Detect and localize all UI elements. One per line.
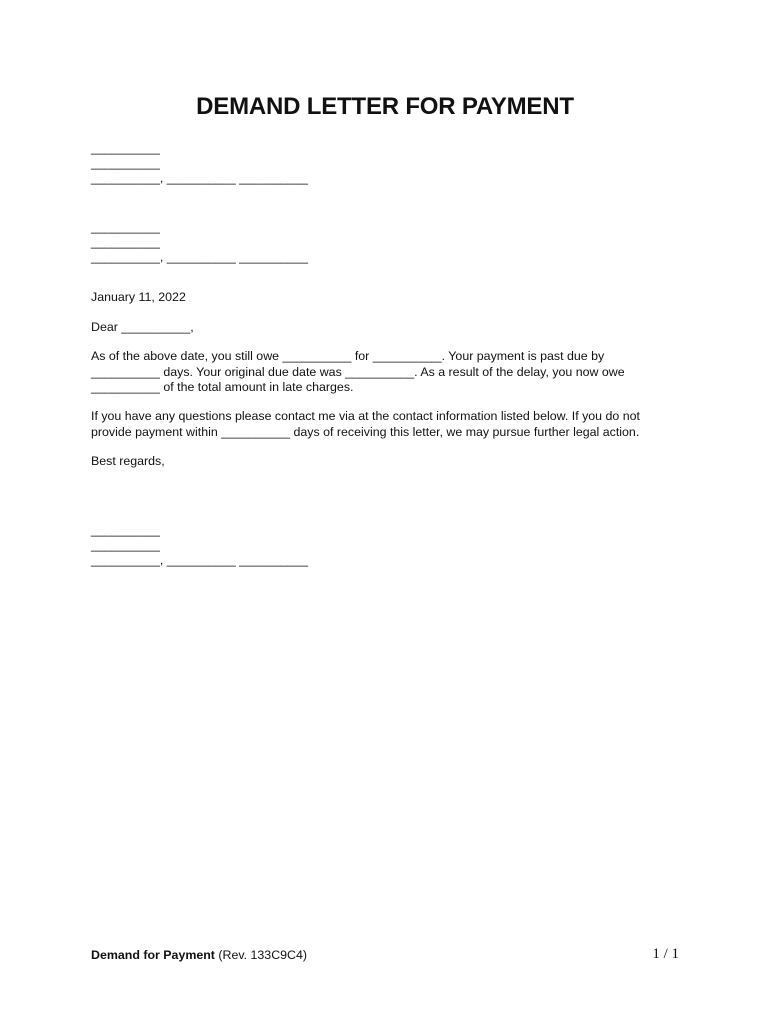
paragraph-payment-due — [91, 349, 691, 396]
paragraph1-line-3: __________ of the total amount in late charges. — [91, 380, 354, 394]
letter-date: January 11, 2022 — [91, 290, 186, 304]
sender-address-block — [91, 141, 308, 187]
sender-line-2: __________ — [91, 156, 160, 171]
sender-line-3: __________, __________ __________ — [91, 171, 309, 186]
footer-page-number: 1 / 1 — [652, 946, 679, 962]
recipient-line-3: __________, __________ __________ — [91, 250, 309, 265]
document-title: DEMAND LETTER FOR PAYMENT — [196, 93, 574, 120]
recipient-line-2: __________ — [91, 235, 160, 250]
footer-revision: (Rev. 133C9C4) — [218, 948, 307, 962]
paragraph2-line-1: If you have any questions please contact me via at the contact information listed below. If you do not — [91, 409, 640, 423]
closing: Best regards, — [91, 454, 165, 468]
footer-document-info — [91, 948, 307, 962]
signature-line-2: __________ — [91, 538, 160, 553]
recipient-line-1: __________ — [91, 220, 160, 234]
signature-line-3: __________, __________ __________ — [91, 553, 309, 568]
paragraph2-line-2: provide payment within __________ days of receiving this letter, we may pursue further legal action. — [91, 424, 640, 439]
paragraph-legal-action — [91, 409, 691, 440]
footer-doc-name: Demand for Payment — [91, 948, 215, 962]
paragraph1-line-2: __________ days. Your original due date was __________. As a result of the delay, you now owe — [91, 364, 625, 379]
paragraph1-line-1: As of the above date, you still owe __________ for __________. Your payment is past due by — [91, 349, 605, 363]
sender-line-1: __________ — [91, 141, 160, 155]
salutation: Dear __________, — [91, 320, 194, 334]
signature-block — [91, 523, 308, 569]
recipient-address-block — [91, 220, 308, 266]
signature-line-1: __________ — [91, 523, 160, 537]
